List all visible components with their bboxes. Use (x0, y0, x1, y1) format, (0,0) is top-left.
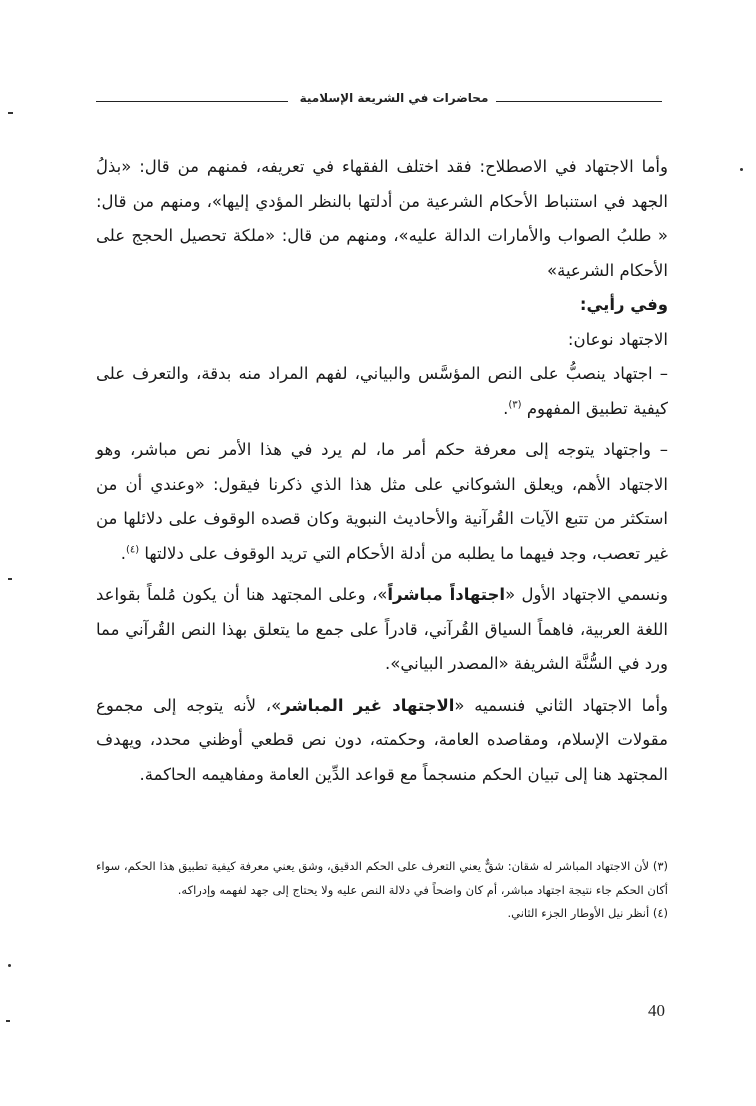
running-header-title: محاضرات في الشريعة الإسلامية (299, 91, 489, 105)
type-two-paragraph (96, 433, 668, 571)
type-one-paragraph (96, 357, 668, 426)
margin-tick-mark (6, 1020, 10, 1022)
header-rule-left (96, 101, 288, 102)
indirect-ijtihad-text-end: »، لأنه يتوجه إلى مجموع مقولات الإسلام، ومقاصده العامة، وحكمته، دون نص قطعي أوظني محدد، ويهدف المجتهد هنا إلى تبيان الحكم منسجماً مع قواعد الدِّين العامة ومفاهيمه الحاكمة. (96, 695, 668, 784)
margin-dot-mark (740, 168, 743, 171)
direct-ijtihad-text-end: »، وعلى المجتهد هنا أن يكون مُلماً بقواعد اللغة العربية، فاهماً السياق القُرآني، قادراً على جمع ما يتعلق بهذا النص القُرآني مما ورد في السُّنَّة الشريفة «المصدر البياني». (96, 585, 668, 673)
indirect-ijtihad-text-start: وأما الاجتهاد الثاني فنسميه « (454, 695, 669, 715)
definition-paragraph: وأما الاجتهاد في الاصطلاح: فقد اختلف الفقهاء في تعريفه، فمنهم من قال: «بذلُ الجهد في استنباط الأحكام الشرعية من أدلتها بالنظر المؤدي إليها»، ومنهم من قال: « طلبُ الصواب والأمارات الدالة عليه»، ومنهم من قال: «ملكة تحصيل الحجج على الأحكام الشرعية» (96, 157, 668, 280)
opinion-heading: وفي رأيي: (579, 295, 668, 314)
types-intro: الاجتهاد نوعان: (567, 329, 668, 349)
footnote-ref-4: (٤) (125, 544, 140, 555)
type-one-text: – اجتهاد ينصبُّ على النص المؤسَّس والبياني، لفهم المراد منه بدقة، والتعرف على كيفية تطبيق المفهوم (96, 364, 668, 418)
type-two-text: – واجتهاد يتوجه إلى معرفة حكم أمر ما، لم يرد في هذا الأمر نص مباشر، وهو الاجتهاد الأهم، ويعلق الشوكاني على مثل هذا الذي ذكرنا فيقول: «وعندي أن من استكثر من تتبع الآيات القُرآنية والأحاديث النبوية وكان قصده الوقوف على دلائلها من غير تعصب، وجد فيهما ما يطلبه من أدلة الأحكام التي تريد الوقوف على دلالتها (96, 440, 668, 563)
type-two-end: . (120, 543, 126, 563)
indirect-ijtihad-term: الاجتهاد غير المباشر (281, 695, 455, 715)
margin-tick-mark (8, 578, 12, 580)
direct-ijtihad-paragraph (96, 578, 668, 682)
main-text (96, 150, 668, 792)
footnote-4: (٤) أنظر نيل الأوطار الجزء الثاني. (507, 906, 668, 920)
footnote-3: (٣) لأن الاجتهاد المباشر له شقان: شقٌّ يعني التعرف على الحكم الدقيق، وشق يعني معرفة كيفية تطبيق هذا الحكم، سواء أكان الحكم جاء نتيجة اجتهاد مباشر، أم كان واضحاً في دلالة النص عليه ولا يحتاج إلى جهد لفهمه وإدراكه. (96, 859, 668, 897)
direct-ijtihad-text-start: ونسمي الاجتهاد الأول « (505, 585, 669, 604)
page-number: 40 (648, 1001, 665, 1020)
indirect-ijtihad-paragraph (96, 689, 668, 793)
header-rule-right (496, 101, 662, 102)
margin-dot-mark (8, 964, 11, 967)
margin-tick-mark (8, 112, 13, 114)
footnote-ref-3: (٣) (508, 399, 522, 410)
type-one-end: . (503, 398, 509, 418)
direct-ijtihad-term: اجتهاداً مباشراً (387, 585, 506, 604)
footnotes (96, 855, 668, 926)
